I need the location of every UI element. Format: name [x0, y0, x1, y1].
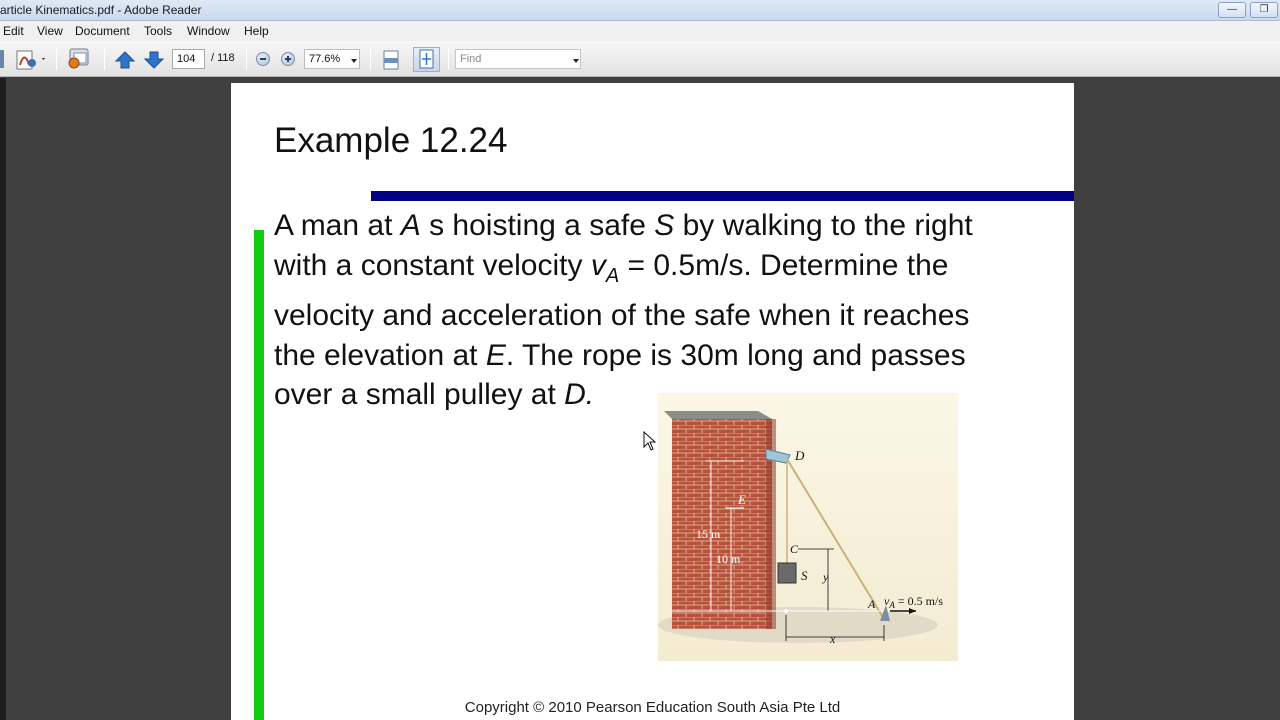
window-title: article Kinematics.pdf - Adobe Reader — [0, 3, 202, 17]
menu-edit[interactable]: Edit — [3, 24, 24, 38]
problem-text: . The rope is 30m long and passes — [505, 338, 966, 372]
problem-text: over a small pulley at — [274, 378, 565, 412]
fit-page-button[interactable] — [413, 47, 440, 72]
copyright-footer: Copyright © 2010 Pearson Education South Asia Pte Ltd — [464, 699, 841, 716]
minimize-button[interactable]: — — [1218, 2, 1246, 18]
problem-text: with a constant velocity — [274, 248, 591, 282]
label-x: x — [830, 632, 836, 646]
menu-window[interactable]: Window — [187, 24, 230, 38]
label-a: A — [868, 597, 876, 611]
problem-text: s hoisting a safe — [420, 209, 655, 242]
wall-cap — [664, 411, 772, 419]
mouse-cursor-icon — [643, 431, 657, 456]
collaborate-icon[interactable] — [66, 47, 94, 76]
toolbar-separator — [56, 48, 57, 70]
problem-text: velocity and acceleration of the safe when it reaches — [274, 299, 970, 333]
problem-line — [274, 296, 1064, 336]
toolbar-separator — [104, 48, 105, 70]
label-velocity: $v_A = 0.5$ m/s — [884, 594, 943, 610]
problem-variable: E — [485, 338, 506, 372]
label-10m: 10 m — [716, 552, 741, 566]
restore-button[interactable]: ❐ — [1250, 2, 1278, 18]
problem-subscript: A — [605, 264, 620, 287]
title-underline — [371, 191, 1074, 201]
next-page-icon[interactable] — [143, 50, 165, 75]
pdf-page[interactable] — [231, 83, 1074, 720]
problem-text: by walking to the right — [674, 209, 973, 242]
label-s: S — [801, 568, 808, 583]
label-15m: 15 m — [696, 527, 721, 541]
problem-variable: D. — [564, 378, 595, 412]
plus-v-icon — [287, 56, 289, 62]
find-options-chevron-icon[interactable] — [573, 59, 579, 63]
slide-title: Example 12.24 — [274, 121, 508, 160]
problem-line — [274, 206, 1064, 246]
problem-statement — [274, 206, 1064, 415]
page-total-label: / 118 — [211, 52, 235, 64]
safe — [778, 563, 796, 583]
menu-document[interactable]: Document — [75, 24, 130, 38]
origin-point — [784, 609, 788, 613]
toolbar-separator — [448, 48, 449, 70]
page-number-input[interactable]: 104 — [172, 49, 205, 69]
menu-view[interactable]: View — [37, 24, 63, 38]
accent-bar — [254, 230, 264, 720]
toolbar — [0, 41, 1280, 77]
title-bar — [0, 0, 1280, 21]
problem-text: the elevation at — [274, 338, 486, 372]
menu-help[interactable]: Help — [244, 24, 269, 38]
toolbar-separator — [246, 48, 247, 70]
minus-icon — [260, 58, 266, 60]
problem-line — [274, 336, 1064, 376]
hoist-figure — [658, 393, 958, 661]
fit-width-icon[interactable] — [381, 50, 401, 75]
problem-variable: v — [590, 248, 606, 282]
toolbar-separator — [370, 48, 371, 70]
navigation-pane-edge — [0, 78, 6, 720]
label-e: E — [738, 492, 746, 507]
problem-text: A man at — [274, 209, 401, 242]
chevron-down-icon[interactable] — [351, 59, 357, 63]
find-input[interactable]: Find — [455, 49, 581, 69]
label-d: D — [795, 448, 805, 463]
previous-page-icon[interactable] — [114, 50, 136, 75]
problem-variable: S — [654, 209, 675, 242]
toolbar-handle-icon — [0, 50, 4, 68]
zoom-level-select[interactable]: 77.6% — [304, 49, 360, 69]
problem-text: = 0.5m/s. Determine the — [619, 248, 949, 282]
menu-bar — [0, 21, 1280, 41]
problem-variable: A — [400, 209, 421, 242]
problem-line — [274, 246, 1064, 297]
brick-wall — [672, 419, 772, 629]
menu-tools[interactable]: Tools — [144, 24, 173, 38]
label-c: C — [790, 542, 799, 556]
create-pdf-icon[interactable] — [14, 49, 48, 76]
label-y: y — [823, 570, 829, 584]
